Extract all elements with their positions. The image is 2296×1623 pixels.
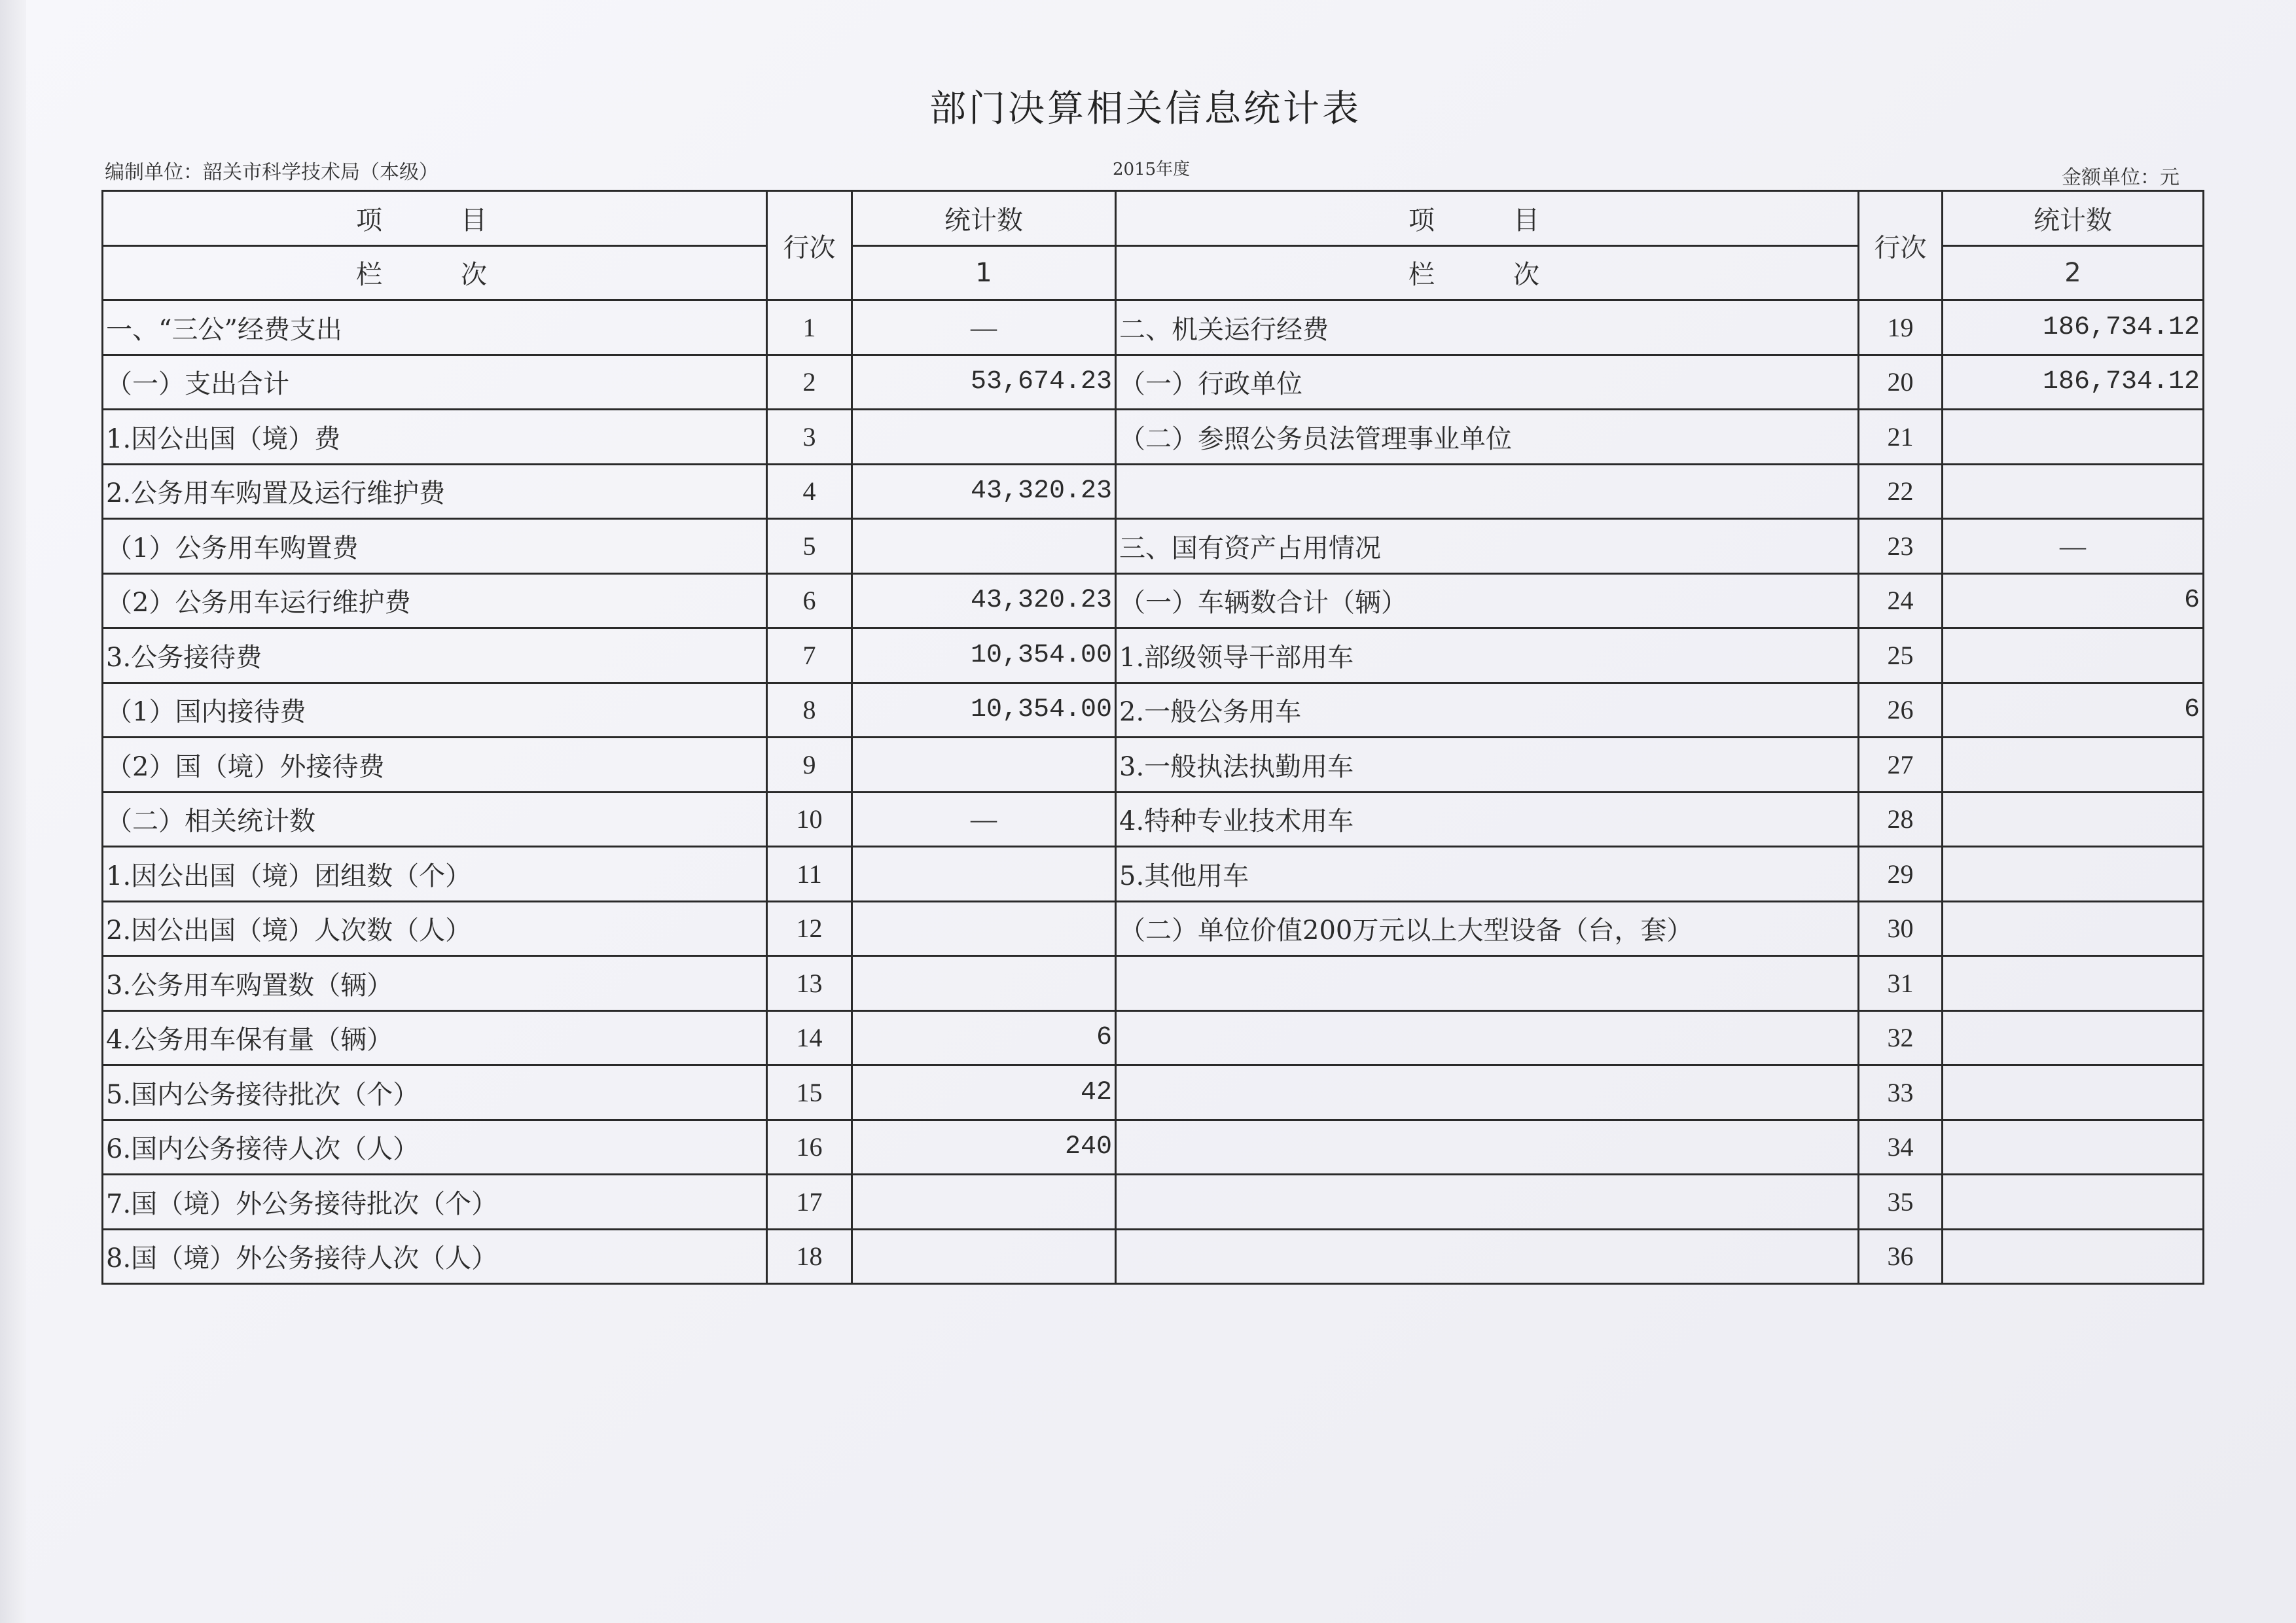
right-item-label: （二）参照公务员法管理事业单位 bbox=[1116, 410, 1859, 465]
left-stat-value bbox=[852, 738, 1116, 793]
left-line-number: 13 bbox=[767, 956, 852, 1011]
table-row bbox=[103, 300, 2204, 355]
table-row bbox=[103, 847, 2204, 902]
table-row bbox=[103, 792, 2204, 847]
right-stat-value bbox=[1943, 847, 2204, 902]
right-stat-value bbox=[1943, 1175, 2204, 1230]
table-row bbox=[103, 956, 2204, 1011]
header-col-number-2: 2 bbox=[1943, 245, 2204, 300]
table-row bbox=[103, 1175, 2204, 1230]
right-line-number: 21 bbox=[1859, 410, 1943, 465]
right-stat-value: 6 bbox=[1943, 573, 2204, 628]
left-line-number: 12 bbox=[767, 901, 852, 956]
table-row bbox=[103, 901, 2204, 956]
table-row bbox=[103, 738, 2204, 793]
left-line-number: 18 bbox=[767, 1229, 852, 1284]
header-row-1 bbox=[103, 191, 2204, 246]
left-item-label: （二）相关统计数 bbox=[103, 792, 767, 847]
left-line-number: 9 bbox=[767, 738, 852, 793]
right-line-number: 35 bbox=[1859, 1175, 1943, 1230]
right-line-number: 31 bbox=[1859, 956, 1943, 1011]
left-item-label: 7.国（境）外公务接待批次（个） bbox=[103, 1175, 767, 1230]
left-item-label: 6.国内公务接待人次（人） bbox=[103, 1120, 767, 1175]
left-line-number: 4 bbox=[767, 464, 852, 519]
left-line-number: 16 bbox=[767, 1120, 852, 1175]
right-line-number: 29 bbox=[1859, 847, 1943, 902]
right-item-label bbox=[1116, 1229, 1859, 1284]
left-line-number: 5 bbox=[767, 519, 852, 574]
left-item-label: 2.因公出国（境）人次数（人） bbox=[103, 901, 767, 956]
table-row bbox=[103, 1120, 2204, 1175]
left-item-label: （1）国内接待费 bbox=[103, 683, 767, 738]
left-stat-value bbox=[852, 1175, 1116, 1230]
left-stat-value bbox=[852, 410, 1116, 465]
right-stat-value: 186,734.12 bbox=[1943, 300, 2204, 355]
table-row bbox=[103, 628, 2204, 683]
header-item-left: 项 目 bbox=[103, 191, 767, 246]
left-item-label: （1）公务用车购置费 bbox=[103, 519, 767, 574]
right-item-label: 二、机关运行经费 bbox=[1116, 300, 1859, 355]
right-stat-value bbox=[1943, 738, 2204, 793]
right-line-number: 25 bbox=[1859, 628, 1943, 683]
right-line-number: 34 bbox=[1859, 1120, 1943, 1175]
left-line-number: 3 bbox=[767, 410, 852, 465]
left-item-label: 3.公务接待费 bbox=[103, 628, 767, 683]
left-stat-value: 42 bbox=[852, 1065, 1116, 1120]
right-line-number: 19 bbox=[1859, 300, 1943, 355]
left-stat-value: — bbox=[852, 300, 1116, 355]
fiscal-year: 2015年度 bbox=[1113, 160, 1191, 179]
right-item-label: （一）行政单位 bbox=[1116, 355, 1859, 410]
right-item-label: 三、国有资产占用情况 bbox=[1116, 519, 1859, 574]
table-row bbox=[103, 1010, 2204, 1065]
right-stat-value bbox=[1943, 901, 2204, 956]
right-item-label: （二）单位价值200万元以上大型设备（台，套） bbox=[1116, 901, 1859, 956]
right-item-label bbox=[1116, 464, 1859, 519]
left-item-label: 4.公务用车保有量（辆） bbox=[103, 1010, 767, 1065]
right-stat-value bbox=[1943, 1065, 2204, 1120]
header-col-number-1: 1 bbox=[852, 245, 1116, 300]
left-stat-value: 10,354.00 bbox=[852, 628, 1116, 683]
left-stat-value: — bbox=[852, 792, 1116, 847]
right-stat-value bbox=[1943, 1010, 2204, 1065]
right-line-number: 22 bbox=[1859, 464, 1943, 519]
header-column-order-right: 栏 次 bbox=[1116, 245, 1859, 300]
right-stat-value bbox=[1943, 628, 2204, 683]
left-stat-value: 10,354.00 bbox=[852, 683, 1116, 738]
table-row bbox=[103, 1065, 2204, 1120]
table-row bbox=[103, 464, 2204, 519]
right-stat-value bbox=[1943, 1229, 2204, 1284]
left-item-label: （一）支出合计 bbox=[103, 355, 767, 410]
table-row bbox=[103, 410, 2204, 465]
left-stat-value: 6 bbox=[852, 1010, 1116, 1065]
right-item-label: （一）车辆数合计（辆） bbox=[1116, 573, 1859, 628]
left-stat-value: 240 bbox=[852, 1120, 1116, 1175]
right-line-number: 20 bbox=[1859, 355, 1943, 410]
statistics-table bbox=[101, 190, 2204, 1285]
right-item-label bbox=[1116, 1175, 1859, 1230]
right-item-label: 5.其他用车 bbox=[1116, 847, 1859, 902]
header-line-right: 行次 bbox=[1859, 191, 1943, 300]
left-item-label: 5.国内公务接待批次（个） bbox=[103, 1065, 767, 1120]
left-item-label: （2）公务用车运行维护费 bbox=[103, 573, 767, 628]
left-line-number: 7 bbox=[767, 628, 852, 683]
right-item-label bbox=[1116, 1120, 1859, 1175]
right-item-label: 3.一般执法执勤用车 bbox=[1116, 738, 1859, 793]
left-stat-value bbox=[852, 519, 1116, 574]
page-title: 部门决算相关信息统计表 bbox=[929, 88, 1361, 130]
left-stat-value bbox=[852, 1229, 1116, 1284]
right-stat-value bbox=[1943, 956, 2204, 1011]
right-stat-value: 186,734.12 bbox=[1943, 355, 2204, 410]
header-stat-right: 统计数 bbox=[1943, 191, 2204, 246]
left-item-label: 3.公务用车购置数（辆） bbox=[103, 956, 767, 1011]
table-row bbox=[103, 519, 2204, 574]
left-stat-value: 43,320.23 bbox=[852, 464, 1116, 519]
table-row bbox=[103, 355, 2204, 410]
right-line-number: 36 bbox=[1859, 1229, 1943, 1284]
right-item-label: 2.一般公务用车 bbox=[1116, 683, 1859, 738]
left-item-label: 2.公务用车购置及运行维护费 bbox=[103, 464, 767, 519]
right-item-label: 1.部级领导干部用车 bbox=[1116, 628, 1859, 683]
right-item-label bbox=[1116, 1065, 1859, 1120]
left-stat-value: 43,320.23 bbox=[852, 573, 1116, 628]
header-column-order-left: 栏 次 bbox=[103, 245, 767, 300]
left-item-label: 8.国（境）外公务接待人次（人） bbox=[103, 1229, 767, 1284]
right-stat-value bbox=[1943, 464, 2204, 519]
left-line-number: 17 bbox=[767, 1175, 852, 1230]
header-line-left: 行次 bbox=[767, 191, 852, 300]
right-stat-value bbox=[1943, 410, 2204, 465]
right-line-number: 24 bbox=[1859, 573, 1943, 628]
left-line-number: 1 bbox=[767, 300, 852, 355]
left-stat-value bbox=[852, 847, 1116, 902]
right-line-number: 33 bbox=[1859, 1065, 1943, 1120]
left-stat-value: 53,674.23 bbox=[852, 355, 1116, 410]
right-stat-value: — bbox=[1943, 519, 2204, 574]
left-line-number: 15 bbox=[767, 1065, 852, 1120]
left-item-label: （2）国（境）外接待费 bbox=[103, 738, 767, 793]
left-line-number: 14 bbox=[767, 1010, 852, 1065]
right-stat-value bbox=[1943, 1120, 2204, 1175]
right-item-label bbox=[1116, 1010, 1859, 1065]
right-line-number: 23 bbox=[1859, 519, 1943, 574]
left-item-label: 1.因公出国（境）团组数（个） bbox=[103, 847, 767, 902]
right-line-number: 26 bbox=[1859, 683, 1943, 738]
left-item-label: 一、“三公”经费支出 bbox=[103, 300, 767, 355]
right-item-label bbox=[1116, 956, 1859, 1011]
left-line-number: 2 bbox=[767, 355, 852, 410]
right-stat-value: 6 bbox=[1943, 683, 2204, 738]
right-line-number: 32 bbox=[1859, 1010, 1943, 1065]
left-stat-value bbox=[852, 956, 1116, 1011]
left-line-number: 10 bbox=[767, 792, 852, 847]
currency-unit: 金额单位：元 bbox=[2062, 166, 2179, 189]
left-line-number: 8 bbox=[767, 683, 852, 738]
right-line-number: 27 bbox=[1859, 738, 1943, 793]
table-row bbox=[103, 683, 2204, 738]
header-item-right: 项 目 bbox=[1116, 191, 1859, 246]
table-row bbox=[103, 1229, 2204, 1284]
left-line-number: 11 bbox=[767, 847, 852, 902]
left-line-number: 6 bbox=[767, 573, 852, 628]
left-stat-value bbox=[852, 901, 1116, 956]
right-line-number: 30 bbox=[1859, 901, 1943, 956]
right-item-label: 4.特种专业技术用车 bbox=[1116, 792, 1859, 847]
right-stat-value bbox=[1943, 792, 2204, 847]
header-stat-left: 统计数 bbox=[852, 191, 1116, 246]
table-row bbox=[103, 573, 2204, 628]
right-line-number: 28 bbox=[1859, 792, 1943, 847]
compiling-unit: 编制单位：韶关市科学技术局（本级） bbox=[105, 161, 439, 184]
left-item-label: 1.因公出国（境）费 bbox=[103, 410, 767, 465]
